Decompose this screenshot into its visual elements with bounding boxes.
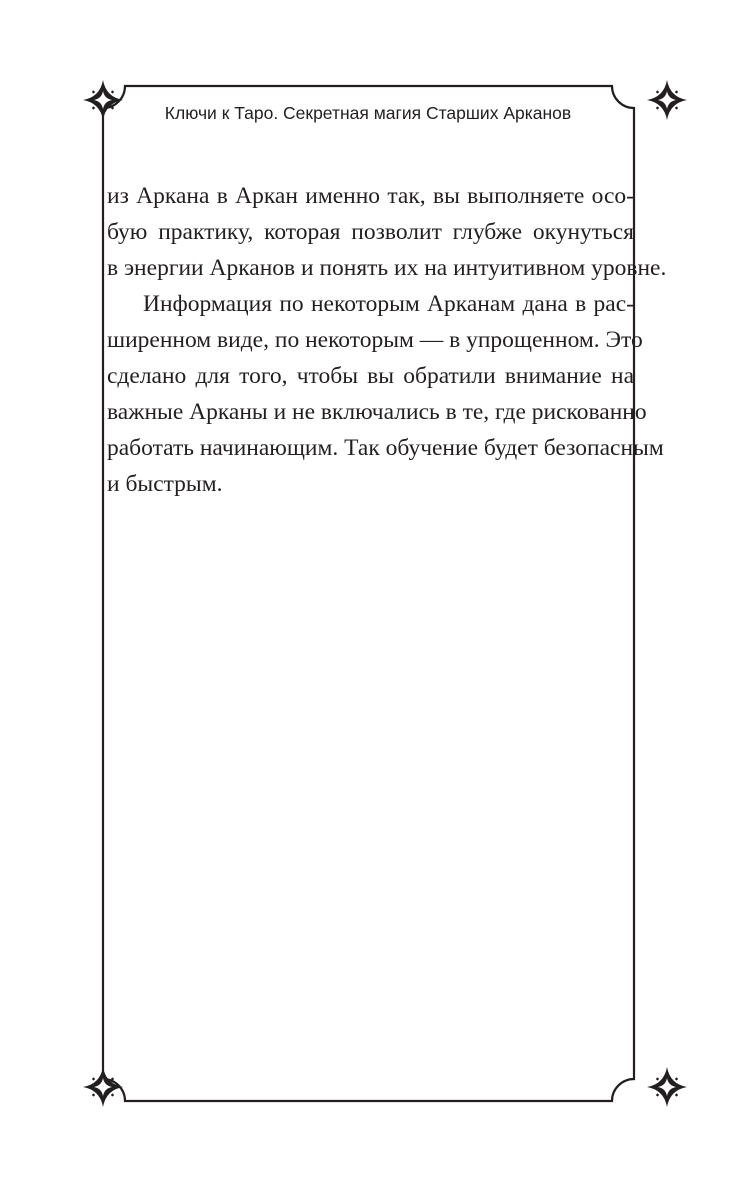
text-line: ширенном виде, по некоторым — в упрощенном. Это (107, 327, 643, 353)
paragraph-2 (107, 286, 664, 502)
sparkle-star-icon (647, 1067, 687, 1107)
paragraph-1 (107, 178, 667, 286)
text-line: в энергии Арканов и понять их на интуитивном уровне. (107, 255, 667, 281)
text-line: важные Арканы и не включались в те, где рискованно (107, 399, 647, 425)
text-line: работать начинающим. Так обучение будет безопасным (107, 435, 664, 461)
running-head: Ключи к Таро. Секретная магия Старших Арканов (118, 103, 618, 124)
sparkle-star-icon (647, 80, 687, 120)
sparkle-star-icon (83, 1067, 123, 1107)
text-line: из Аркана в Аркан именно так, вы выполняете осо- (107, 183, 634, 209)
text-line: бую практику, которая позволит глубже окунуться (107, 219, 634, 245)
body-text (107, 178, 667, 502)
text-line: Информация по некоторым Арканам дана в рас- (143, 291, 634, 317)
text-line: сделано для того, чтобы вы обратили внимание на (107, 363, 634, 389)
text-line: и быстрым. (107, 471, 223, 497)
sparkle-star-icon (83, 80, 123, 120)
